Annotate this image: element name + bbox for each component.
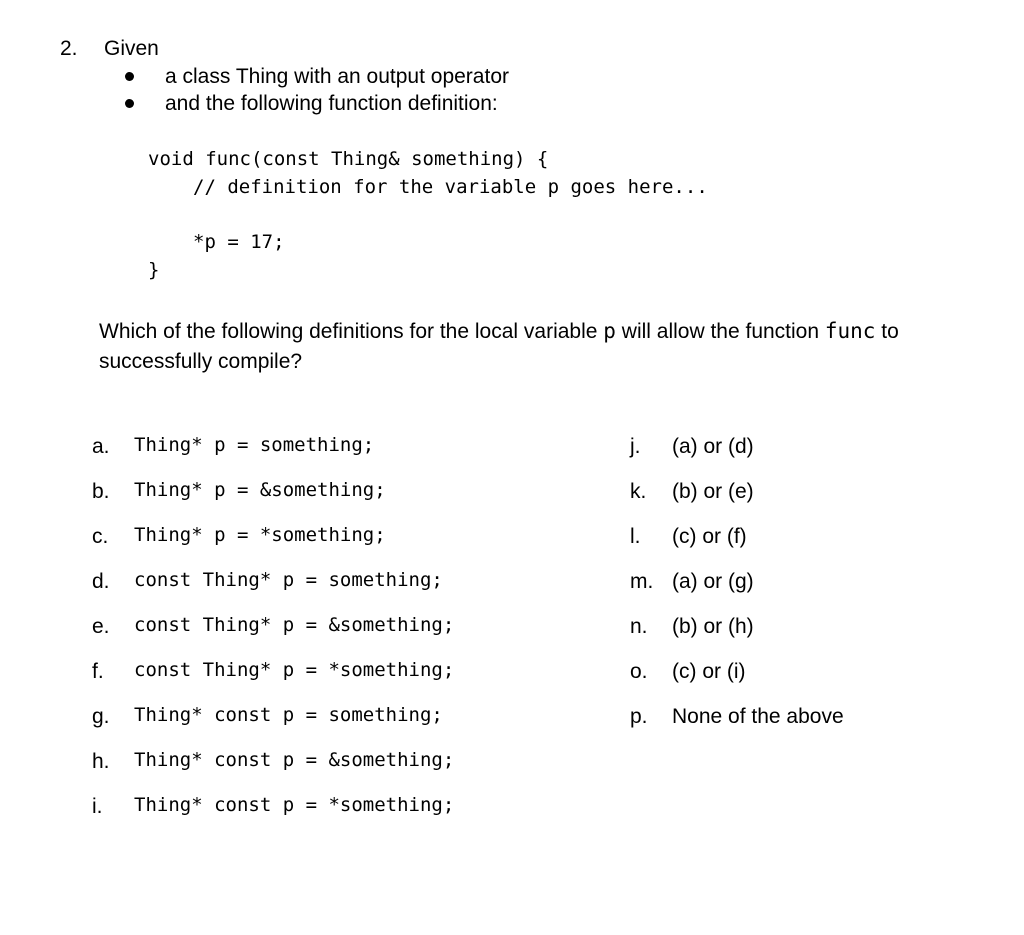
answer-text: (a) or (d)	[672, 435, 754, 458]
answer-letter: m.	[630, 570, 654, 593]
bullet-dot-icon	[125, 72, 134, 81]
answer-letter: j.	[630, 435, 641, 458]
answer-text: (c) or (i)	[672, 660, 746, 683]
option-letter: d.	[92, 570, 110, 593]
prompt-text: will allow the function	[615, 320, 825, 343]
option-code: const Thing* p = &something;	[134, 614, 455, 636]
bullet-item: a class Thing with an output operator	[165, 65, 509, 88]
code-line: }	[148, 259, 160, 281]
option-letter: a.	[92, 435, 110, 458]
answer-letter: p.	[630, 705, 648, 728]
answer-text: (b) or (h)	[672, 615, 754, 638]
option-code: Thing* p = &something;	[134, 479, 386, 501]
option-letter: e.	[92, 615, 110, 638]
option-letter: i.	[92, 795, 103, 818]
prompt-text: Which of the following definitions for the local variable	[99, 320, 604, 343]
code-line: *p = 17;	[193, 231, 285, 253]
answer-text: (a) or (g)	[672, 570, 754, 593]
option-code: Thing* p = something;	[134, 434, 375, 456]
question-given-label: Given	[104, 37, 159, 60]
question-prompt	[99, 316, 999, 377]
question-number: 2.	[60, 37, 78, 60]
option-letter: b.	[92, 480, 110, 503]
option-letter: h.	[92, 750, 110, 773]
bullet-item: and the following function definition:	[165, 92, 498, 115]
answer-letter: l.	[630, 525, 641, 548]
option-code: Thing* const p = &something;	[134, 749, 455, 771]
option-code: const Thing* p = something;	[134, 569, 443, 591]
option-code: Thing* const p = something;	[134, 704, 443, 726]
answer-letter: n.	[630, 615, 648, 638]
option-code: Thing* const p = *something;	[134, 794, 455, 816]
option-letter: g.	[92, 705, 110, 728]
code-line: // definition for the variable p goes here...	[193, 176, 708, 198]
answer-letter: o.	[630, 660, 648, 683]
answer-text: None of the above	[672, 705, 844, 728]
prompt-function-name: func	[824, 319, 876, 343]
option-code: const Thing* p = *something;	[134, 659, 455, 681]
option-code: Thing* p = *something;	[134, 524, 386, 546]
option-letter: f.	[92, 660, 104, 683]
prompt-text: to successfully compile?	[99, 320, 899, 373]
bullet-dot-icon	[125, 99, 134, 108]
answer-text: (c) or (f)	[672, 525, 747, 548]
option-letter: c.	[92, 525, 109, 548]
code-line: void func(const Thing& something) {	[148, 148, 549, 170]
answer-text: (b) or (e)	[672, 480, 754, 503]
prompt-variable-p: p	[603, 319, 616, 343]
answer-letter: k.	[630, 480, 647, 503]
